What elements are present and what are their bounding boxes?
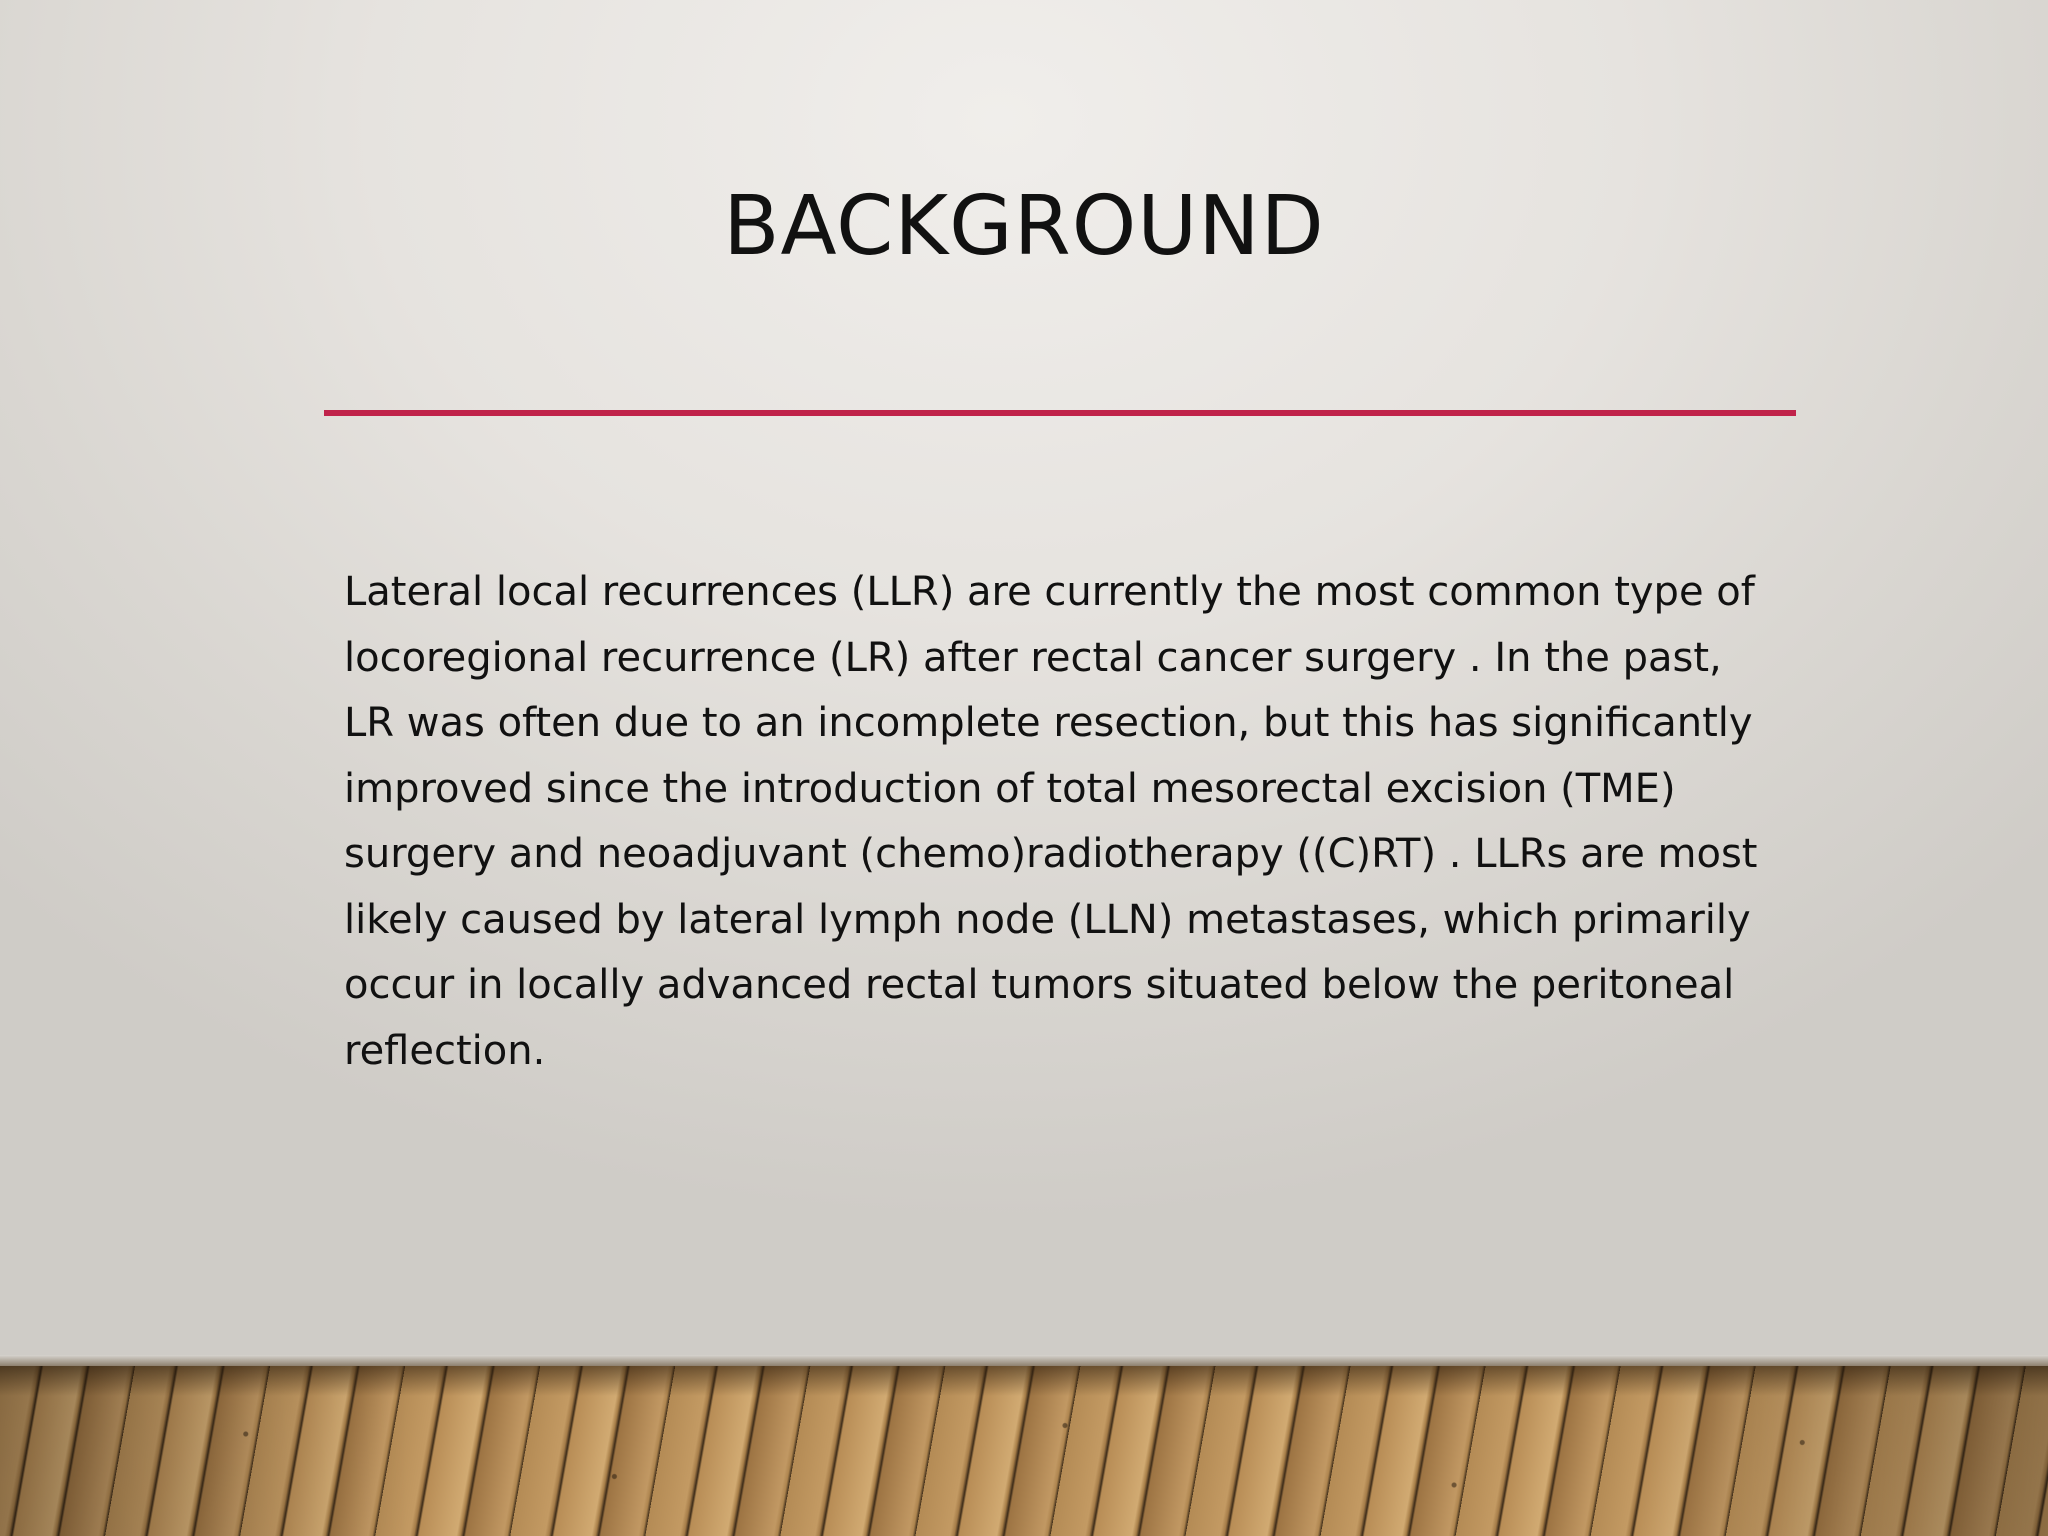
wooden-floor-image [0,1366,2048,1536]
title-divider [324,410,1796,416]
slide-title: BACKGROUND [723,179,1325,274]
slide-body-text: Lateral local recurrences (LLR) are currently the most common type of locoregional recurrence (LR) after rectal cancer surgery . In the past, LR was often due to an incomplete resection, but this has significantly improved since the introduction of total mesorectal excision (TME) surgery and neoadjuvant (chemo)radiotherapy ((C)RT) . LLRs are most likely caused by lateral lymph node (LLN) metastases, which primarily occur in locally advanced rectal tumors situated below the peritoneal reflection. [344,569,1758,1074]
